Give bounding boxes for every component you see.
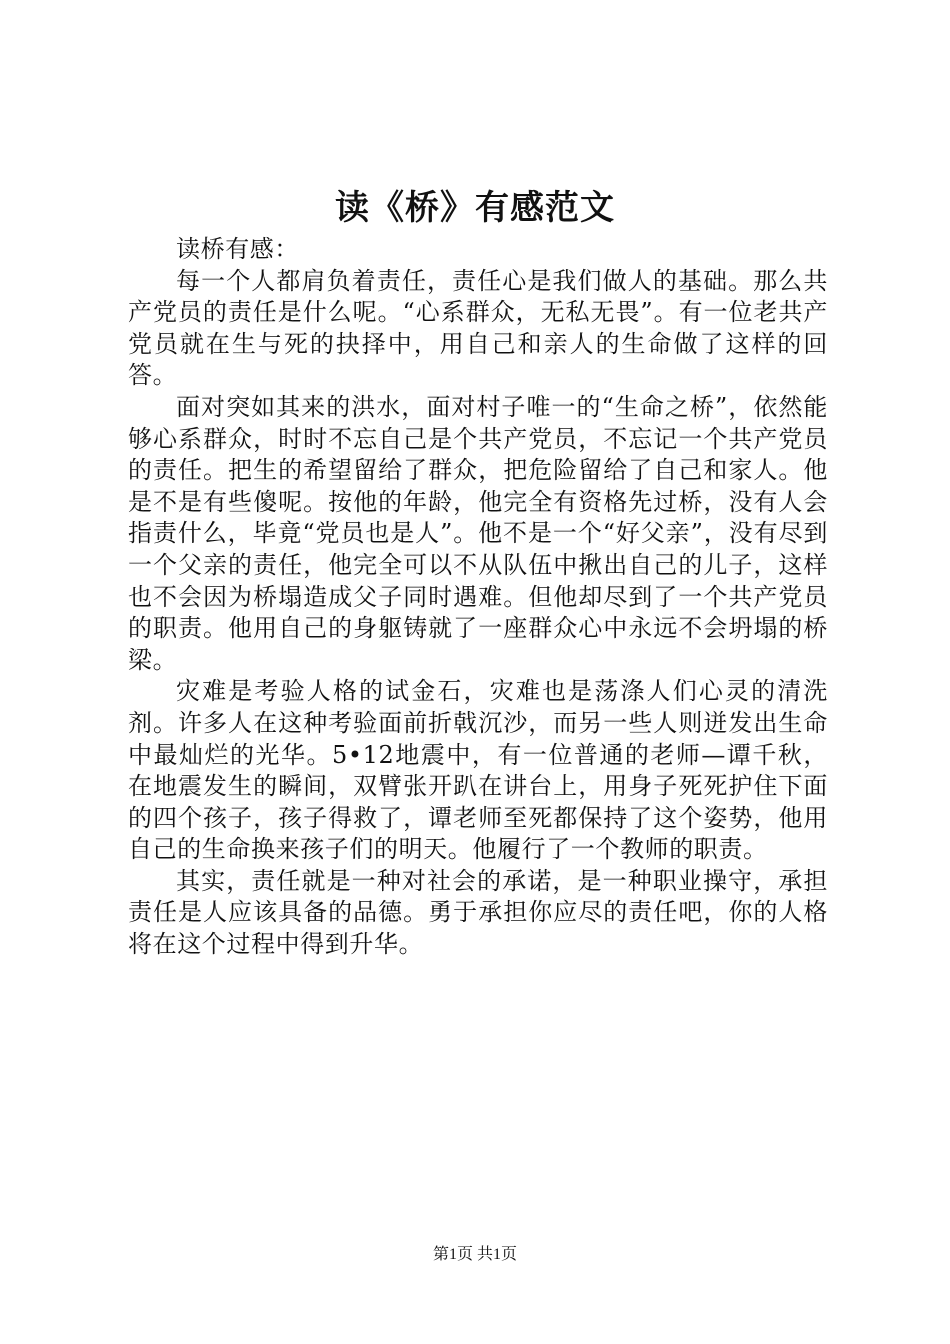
paragraph: 灾难是考验人格的试金石，灾难也是荡涤人们心灵的清洗剂。许多人在这种考验面前折戟沉沙，而另一些人则迸发出生命中最灿烂的光华。5•12地震中，有一位普通的老师—谭千秋，在地震发生的瞬间，双臂张开趴在讲台上，用身子死死护住下面的四个孩子，孩子得救了，谭老师至死都保持了这个姿势，他用自己的生命换来孩子们的明天。他履行了一个教师的职责。 — [128, 677, 828, 864]
paragraph: 其实，责任就是一种对社会的承诺，是一种职业操守，承担责任是人应该具备的品德。勇于承担你应尽的责任吧，你的人格将在这个过程中得到升华。 — [128, 866, 828, 959]
document-body — [128, 234, 828, 961]
paragraph-heading: 读桥有感： — [176, 235, 299, 263]
paragraph: 面对突如其来的洪水，面对村子唯一的“生命之桥”，依然能够心系群众，时时不忘自己是个共产党员，不忘记一个共产党员的责任。把生的希望留给了群众，把危险留给了自己和家人。他是不是有些傻呢。按他的年龄，他完全有资格先过桥，没有人会指责什么，毕竟“党员也是人”。他不是一个“好父亲”，没有尽到一个父亲的责任，他完全可以不从队伍中揪出自己的儿子，这样也不会因为桥塌造成父子同时遇难。但他却尽到了一个共产党员的职责。他用自己的身躯铸就了一座群众心中永远不会坍塌的桥梁。 — [128, 392, 828, 674]
document-title: 读《桥》有感范文 — [335, 188, 615, 228]
page-number-footer: 第1页 共1页 — [432, 1246, 517, 1263]
paragraph: 每一个人都肩负着责任，责任心是我们做人的基础。那么共产党员的责任是什么呢。“心系群众，无私无畏”。有一位老共产党员就在生与死的抉择中，用自己和亲人的生命做了这样的回答。 — [128, 266, 828, 390]
